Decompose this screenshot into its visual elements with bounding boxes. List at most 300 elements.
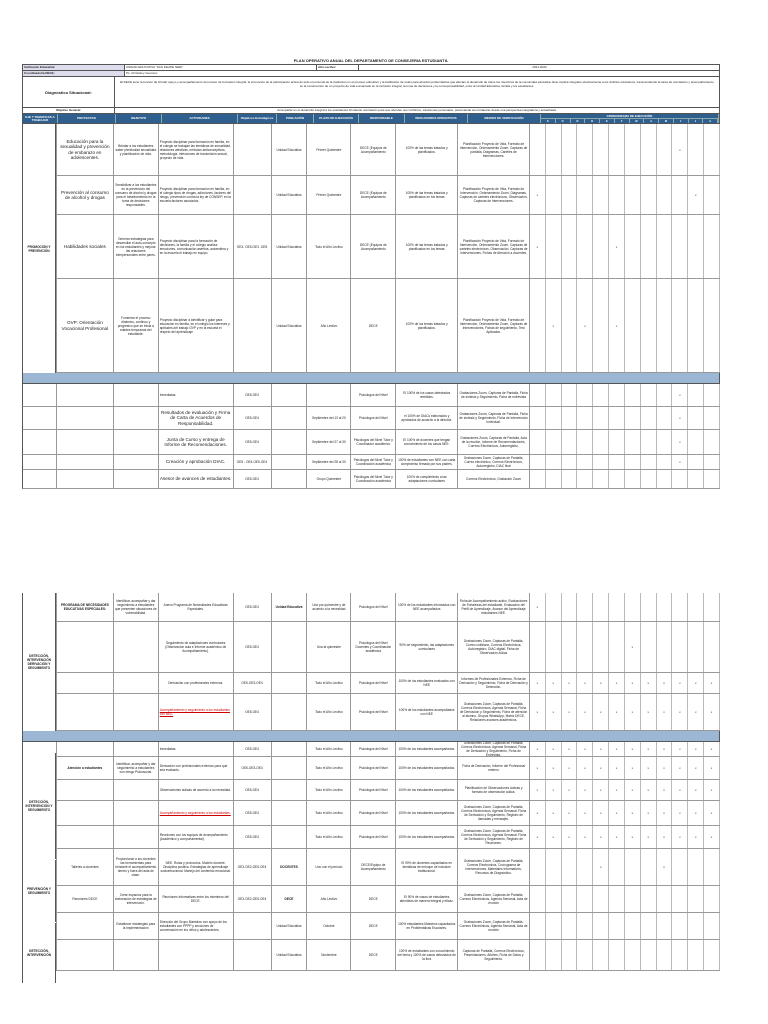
table-row: [22, 801, 720, 826]
schedule-cell: x: [609, 215, 625, 278]
schedule-cell: x: [530, 780, 546, 800]
schedule-cell: [530, 849, 546, 885]
verification-cell: Ficha de Derivación, Informe del Profesional externo: [458, 757, 530, 779]
schedule-cell: [704, 215, 720, 278]
schedule-cell: [672, 849, 688, 885]
schedule-cell: [546, 913, 562, 939]
schedule-cell: [546, 886, 562, 912]
table-row: [22, 455, 720, 470]
schedule-cells: [530, 886, 720, 912]
schedule-cell: [546, 593, 562, 621]
schedule-cell: [641, 430, 657, 454]
year-label: Año Lectivo:: [317, 65, 359, 70]
schedule-cell: [657, 913, 673, 939]
schedule-cell: x: [530, 694, 546, 730]
deadline-cell: Todo el Año Lectivo: [307, 673, 351, 693]
strategy-cell: OE5-OE3-OE4: [234, 673, 272, 693]
month-label: S: [541, 119, 556, 123]
schedule-cell: x: [641, 757, 657, 779]
schedule-cell: x: [546, 694, 562, 730]
strategy-cell: [234, 940, 272, 970]
coordinator-row: [22, 70, 720, 77]
deadline-cell: Todo el Año Lectivo: [307, 694, 351, 730]
schedule-cell: x: [672, 780, 688, 800]
schedule-cells: [530, 430, 720, 454]
table-row: [22, 430, 720, 455]
schedule-cell: [625, 215, 641, 278]
responsible-cell: Psicólogos del Nivel Tutor y Coordinación académica: [351, 470, 396, 488]
schedule-cell: x: [625, 780, 641, 800]
project-name: Prevención al consumo de alcohol y drogas: [57, 176, 114, 214]
schedule-cell: [641, 886, 657, 912]
objective-cell: [114, 455, 159, 469]
schedule-cell: x: [609, 279, 625, 372]
schedule-cell: x: [562, 742, 578, 756]
schedule-cell: x: [609, 801, 625, 825]
schedule-cell: [672, 215, 688, 278]
schedule-cell: [688, 470, 704, 488]
schedule-cell: x: [688, 694, 704, 730]
activity-cell: Proyecto disciplinar para formación en familia, en el colegio se trabajan las temáticas de sexualidad, relaciones afectivas, métodos anticonceptivos, metodología, infecciones de transmisión sexual, proyecto de vida.: [159, 124, 234, 175]
strategy-cell: OE5-OE4: [234, 622, 272, 672]
indicator-cell: El 90% de docentes capacitados en temáticas de enfoque de inclusión institucional.: [396, 849, 458, 885]
schedule-cell: [609, 886, 625, 912]
strategy-cell: OE5-OE4: [234, 694, 272, 730]
schedule-cell: x: [546, 673, 562, 693]
verification-cell: Planificación Proyecto de Vida, Formato de Intervención, Ordenamiento Zoom, Capturas de pantalla, Diagramas, Carteles de Intervenciones.: [458, 124, 530, 175]
schedule-cell: [546, 622, 562, 672]
schedule-cell: [577, 470, 593, 488]
strategy-cell: [234, 124, 272, 175]
schedule-cell: [577, 215, 593, 278]
population-cell: [272, 407, 308, 429]
responsible-cell: DECE (Equipos de Acompañamiento: [351, 176, 396, 214]
schedule-cells: [530, 470, 720, 488]
schedule-cells: [530, 940, 720, 970]
project-cell: [57, 384, 114, 406]
responsible-cell: Psicólogos del Nivel: [351, 694, 396, 730]
verification-cell: Planificación de Observaciones áulicas y formato de observación áulica.: [458, 780, 530, 800]
population-cell: Unidad Educativa: [272, 593, 308, 621]
strategy-cell: OE5 - OE4-OE5-OE4: [234, 455, 272, 469]
objective-cell: Fomentar el proceso dinámico, continuo y progresivo que se inicia a edades tempranas del estudiante.: [114, 279, 159, 372]
schedule-cell: [704, 430, 720, 454]
objective-cell: [114, 694, 159, 730]
activity-cell: [159, 940, 234, 970]
schedule-cell: [688, 384, 704, 406]
schedule-cell: x: [657, 849, 673, 885]
schedule-cell: [609, 913, 625, 939]
col-estrategicas: Objetivos Estratégicos: [238, 114, 277, 123]
schedule-cell: [641, 176, 657, 214]
indicator-cell: el 100% de DIACs elaborados y aprobados de acuerdo a la directriz.: [396, 407, 458, 429]
schedule-cell: x: [609, 757, 625, 779]
schedule-cell: [704, 622, 720, 672]
institution-label: Institución Educativa:: [23, 65, 125, 70]
schedule-cell: [625, 384, 641, 406]
activity-cell: Proyecto disciplinar a identificar y guiar para educación en familia, en el colegio los intereses y aptitudes del trabajo OVP y en la escuela el respeto del aprendizaje.: [159, 279, 234, 372]
month-label: D: [585, 119, 600, 123]
schedule-cell: x: [577, 780, 593, 800]
table-row: [22, 742, 720, 757]
schedule-cell: [562, 407, 578, 429]
objective-cell: Sensibilizar a los estudiantes en la prevención del consumo de alcohol y drogas para el fortalecimiento en la toma de decisiones responsables.: [114, 176, 159, 214]
section-band: [22, 373, 720, 384]
schedule-cell: x: [688, 757, 704, 779]
area-label: PROMOCIÓN Y PREVENCIÓN: [22, 124, 56, 373]
objective-cell: Identificar, acompañar y dar seguimiento a estudiantes que presenten situaciones de vulnerabilidad.: [114, 593, 159, 621]
schedule-cell: [641, 279, 657, 372]
schedule-cell: x: [609, 826, 625, 848]
indicator-cell: 100% de las temas tratados y planificados en los temas: [396, 215, 458, 278]
diagnostic-text: El DECE tiene la función de brindar apoyo y acompañamiento al proceso de formación integral, la promoción de la participación activa de todo el personal de la institución en el proceso educativo y la facilitación de redes para abordar problemáticas que afectan el desarrollo de todos los miembros de la comunidad educativa. Esto implica integrarlo efectivamente a los ámbitos educativos, transcendiendo la tarea de orientación y acompañamiento en la construcción de un proyecto de vida enmarcado en la inclusión integral, la toma de decisiones y la corresponsabilidad, entre la Unidad Educativa, familia y los estudiantes.: [120, 80, 714, 88]
schedule-cell: [562, 593, 578, 621]
deadline-cell: Año Lectivo: [307, 279, 351, 372]
schedule-cell: x: [641, 801, 657, 825]
col-plazo: PLAZO DE EJECUCIÓN: [314, 114, 359, 123]
schedule-cells: [530, 801, 720, 825]
indicator-cell: 100% de los estudiantes acompañados con NEE: [396, 694, 458, 730]
schedule-cell: x: [546, 757, 562, 779]
deadline-cell: Todo el Año Lectivo: [307, 215, 351, 278]
deadline-cell: Primer Quimestre: [307, 176, 351, 214]
project-name: [57, 801, 114, 825]
schedule-cell: x: [609, 780, 625, 800]
project-name: [57, 673, 114, 693]
responsible-cell: Psicólogos del Nivel: [351, 801, 396, 825]
project-name: PROGRAMA DE NECESIDADES EDUCATIVAS ESPECIALES:: [57, 593, 114, 621]
responsible-cell: DECE: [351, 886, 396, 912]
objective-cell: [114, 622, 159, 672]
schedule-cell: [593, 215, 609, 278]
schedule-cell: [641, 622, 657, 672]
schedule-cell: x: [688, 176, 704, 214]
activity-cell: Proyecto disciplinar para formación en familia, en el colegio tipos de drogas, adicciones, factores del riesgo, prevención contra la ley de CONSEP, en la escuela factores asociados.: [159, 176, 234, 214]
schedule-cell: x: [657, 742, 673, 756]
schedule-cell: [562, 279, 578, 372]
schedule-cell: x: [609, 742, 625, 756]
schedule-cells: [530, 849, 720, 885]
indicator-cell: 100% de estudiantes con NEE con carta compromiso firmada por sus padres.: [396, 455, 458, 469]
col-proyectos: PROYECTOS: [58, 114, 116, 123]
schedule-cell: [688, 593, 704, 621]
schedule-cells: [530, 694, 720, 730]
deadline-cell: Grupo Quimestre: [307, 470, 351, 488]
schedule-cells: [530, 407, 720, 429]
strategy-cell: [234, 279, 272, 372]
schedule-cell: x: [546, 742, 562, 756]
schedule-cell: [688, 455, 704, 469]
schedule-cell: [609, 384, 625, 406]
schedule-cell: [641, 593, 657, 621]
schedule-cell: x: [593, 757, 609, 779]
schedule-cell: x: [546, 780, 562, 800]
schedule-cell: [593, 913, 609, 939]
deadline-cell: Primer Quimestre: [307, 124, 351, 175]
schedule-cell: [704, 849, 720, 885]
eje-cell: [23, 470, 57, 488]
schedule-cell: [704, 940, 720, 970]
schedule-cell: x: [562, 801, 578, 825]
verification-cell: Capturas de Pantalla, Correos Electrónicos, Presentaciones, Afiches, Ficha de Datos y Seguimiento.: [458, 940, 530, 970]
schedule-cell: [546, 384, 562, 406]
activity-cell: Derivación con profesionales externos.: [159, 673, 234, 693]
responsible-cell: Psicólogos del Nivel: [351, 780, 396, 800]
schedule-cells: [530, 622, 720, 672]
schedule-cell: x: [625, 694, 641, 730]
responsible-cell: Psicólogos del Nivel: [351, 826, 396, 848]
schedule-cell: [704, 593, 720, 621]
population-cell: Unidad Educativa: [272, 913, 308, 939]
project-name: [57, 940, 114, 970]
indicator-cell: 100% de los estudiantes acompañados.: [396, 780, 458, 800]
activity-cell: Asesor de avances de estudiantes.: [159, 470, 234, 488]
eje-cell: [23, 455, 57, 469]
strategy-cell: OE5-OE4: [234, 826, 272, 848]
schedule-cell: [657, 455, 673, 469]
schedule-cell: x: [530, 826, 546, 848]
schedule-cell: x: [704, 757, 720, 779]
schedule-cell: [625, 593, 641, 621]
indicator-cell: 90% de seguimiento, las adaptaciones curriculares: [396, 622, 458, 672]
table-row: [22, 757, 720, 780]
table-row: [22, 470, 720, 489]
schedule-cell: [577, 430, 593, 454]
schedule-cells: [530, 279, 720, 372]
indicator-cell: 100% de las temas tratados y planificados en los temas: [396, 176, 458, 214]
schedule-cell: [609, 849, 625, 885]
schedule-cell: [562, 215, 578, 278]
responsible-cell: Psicólogos del Nivel Tutor y Coordinación académica: [351, 455, 396, 469]
population-cell: Unidad Educativa: [272, 215, 308, 278]
activity-cell: Anexo Programa de Necesidades Educativas Especiales.: [159, 593, 234, 621]
schedule-cell: [688, 913, 704, 939]
schedule-cell: x: [530, 215, 546, 278]
deadline-cell: Año Lectivo: [307, 886, 351, 912]
schedule-cell: x: [672, 694, 688, 730]
schedule-cell: x: [609, 694, 625, 730]
schedule-cell: x: [562, 826, 578, 848]
schedule-cell: [530, 470, 546, 488]
schedule-cell: [546, 124, 562, 175]
activity-cell: Reuniones con los equipos de acompañamiento (Académico y comportamental).: [159, 826, 234, 848]
project-cell: [57, 470, 114, 488]
eje-cell: [23, 430, 57, 454]
responsible-cell: Psicólogos del Nivel: [351, 407, 396, 429]
activity-cell: Creación y aprobación DIAC.: [159, 455, 234, 469]
responsible-cell: Psicólogos del Nivel: [351, 757, 396, 779]
schedule-cell: x: [657, 801, 673, 825]
schedule-cell: [641, 470, 657, 488]
schedule-cell: [641, 940, 657, 970]
schedule-cell: [593, 455, 609, 469]
schedule-cell: [593, 407, 609, 429]
strategy-cell: OE3-OE2-OE5-OE4: [234, 849, 272, 885]
schedule-cell: [704, 176, 720, 214]
activity-cell: Observaciones áulicas de acuerdo a la necesidad.: [159, 780, 234, 800]
schedule-cells: [530, 742, 720, 756]
verification-cell: Informes de Profesionales Externos, Ficha de Derivación y Seguimiento, Ficha de Derivación y Detención.: [458, 673, 530, 693]
schedule-cell: x: [593, 780, 609, 800]
strategy-cell: OE3- OE5-OE3 -OE5: [234, 215, 272, 278]
schedule-cell: x: [704, 694, 720, 730]
responsible-cell: Psicólogos del Nivel: [351, 742, 396, 756]
schedule-cell: [657, 886, 673, 912]
area-label: DETECCIÓN, INTERVENCIÓN DERIVACIÓN Y SEGUIMIENTO: [22, 593, 56, 731]
schedule-cell: [593, 886, 609, 912]
schedule-cell: x: [577, 826, 593, 848]
strategy-cell: OE5-OE4: [234, 780, 272, 800]
schedule-cell: [530, 384, 546, 406]
schedule-cell: x: [530, 757, 546, 779]
schedule-cell: [657, 124, 673, 175]
deadline-cell: Septiembre del 28 al 30: [307, 455, 351, 469]
schedule-cell: x: [530, 673, 546, 693]
schedule-cell: [562, 176, 578, 214]
activity-cell: Proyecto disciplinar para la formación de decisiones, la familia y el colegio analiza: emociones, comunicación asertiva, autoestima y en la escuela el trabajo en equipo.: [159, 215, 234, 278]
responsible-cell: DECE (Equipos de Acompañamiento: [351, 124, 396, 175]
schedule-cell: [641, 849, 657, 885]
schedule-cells: [530, 913, 720, 939]
schedule-cell: x: [672, 826, 688, 848]
schedule-cell: [672, 622, 688, 672]
schedule-cell: [672, 913, 688, 939]
indicator-cell: 100% de los estudiantes acompañados.: [396, 757, 458, 779]
schedule-cell: x: [609, 673, 625, 693]
schedule-cell: [577, 622, 593, 672]
schedule-cell: [562, 430, 578, 454]
schedule-cell: [546, 455, 562, 469]
verification-cell: Grabaciones Zoom, Capturas de Pantalla, Acta de la reunión, Informe de Recomendaciones, Correos Electrónicos, Autorregistro.: [458, 430, 530, 454]
project-cell: [57, 407, 114, 429]
verification-cell: Grabaciones Zoom, Capturas de Pantalla, Correos Electrónicos, Agenda Semanal, Ficha de Derivación y Seguimiento, Registro de Reuniones.: [458, 826, 530, 848]
schedule-cell: [704, 886, 720, 912]
schedule-cell: [657, 593, 673, 621]
schedule-cell: x: [562, 780, 578, 800]
project-name: Educación para la sexualidad y prevención de embarazo en adolescentes.: [57, 124, 114, 175]
schedule-cell: [625, 886, 641, 912]
schedule-cell: x: [657, 780, 673, 800]
schedule-cell: x: [672, 124, 688, 175]
objective-text: Acompañar en el desarrollo integral a los estudiantes brindando orientación para que aborden sus conflictos, situaciones personales, potenciando sus fortalezas desde una perspectiva integradora y actualizada.: [277, 108, 557, 112]
activity-cell: Acompañamiento y seguimiento a los estudiantes con NEE.: [159, 694, 234, 730]
indicator-cell: 100% de los estudiantes acompañados.: [396, 801, 458, 825]
verification-cell: Grabaciones Zoom, Capturas de Pantalla, Correos Electrónicos, Agenda Semanal, Ficha de Derivación y Seguimiento, Ficha de atención al alumno, Grupos WhatsApp, Matriz DECE, Relaciones avances académicos.: [458, 694, 530, 730]
activity-cell: Dirección del Grupo Maestros con apoyo de los estudiantes con PPPP y secciones de conversación en los niños y adolescentes.: [159, 913, 234, 939]
schedule-cell: x: [593, 849, 609, 885]
deadline-cell: Uno con el período: [307, 849, 351, 885]
schedule-cell: x: [704, 801, 720, 825]
indicator-cell: 100% de los estudiantes informados con NEE acompañados: [396, 593, 458, 621]
indicator-cell: 100% de los estudiantes acompañados.: [396, 826, 458, 848]
schedule-cell: x: [625, 673, 641, 693]
schedule-cell: x: [672, 742, 688, 756]
table-row: [22, 384, 720, 407]
schedule-cell: x: [530, 176, 546, 214]
project-name: Talleres a docentes: [57, 849, 114, 885]
indicator-cell: El 100% de docentes que tengan conocimiento de los casos NEE.: [396, 430, 458, 454]
schedule-cell: [704, 913, 720, 939]
indicator-cell: 100% de los estudiantes acompañados.: [396, 742, 458, 756]
population-cell: Unidad Educativa: [272, 940, 308, 970]
population-cell: DECE: [272, 886, 308, 912]
responsible-cell: Psicólogos del Nivel: [351, 384, 396, 406]
schedule-cell: [641, 455, 657, 469]
schedule-cell: [641, 407, 657, 429]
schedule-cell: x: [641, 826, 657, 848]
schedule-cell: x: [593, 742, 609, 756]
schedule-cell: [593, 279, 609, 372]
schedule-cell: [704, 407, 720, 429]
schedule-cell: [593, 470, 609, 488]
page2-grid: [22, 593, 720, 971]
schedule-cell: [688, 849, 704, 885]
responsible-cell: DECE/Equipo de Acompañamiento: [351, 849, 396, 885]
schedule-cell: [672, 593, 688, 621]
schedule-cell: [625, 913, 641, 939]
deadline-cell: Todo el Año Lectivo: [307, 801, 351, 825]
schedule-cell: x: [577, 673, 593, 693]
diagnostic-label: Diagnóstico Situacional:: [23, 77, 115, 107]
month-label: F: [615, 119, 630, 123]
schedule-cell: [657, 430, 673, 454]
schedule-cells: [530, 826, 720, 848]
verification-cell: Grabaciones Zoom, Capturas de Pantalla, Correo cotidiano, Correos Electrónicos, Autorregistro, DIAC digital, Ficha de Observación Aúlica: [458, 622, 530, 672]
month-label: N: [571, 119, 586, 123]
project-name: [57, 742, 114, 756]
month-label: E: [600, 119, 615, 123]
schedule-cell: x: [641, 694, 657, 730]
schedule-cell: x: [530, 801, 546, 825]
schedule-cell: [546, 407, 562, 429]
deadline-cell: Noviembre: [307, 940, 351, 970]
schedule-cell: x: [577, 801, 593, 825]
area-label: DETECCIÓN, INTERVENCIÓN: [22, 923, 56, 983]
table-row: [22, 913, 720, 940]
schedule-cell: [530, 940, 546, 970]
objective-cell: [114, 940, 159, 970]
responsible-cell: DECE (Equipos de Acompañamiento: [351, 215, 396, 278]
schedule-cell: [530, 407, 546, 429]
schedule-cell: [704, 384, 720, 406]
objective-cell: Crear espacios para la elaboración de estrategias de intervención.: [114, 886, 159, 912]
schedule-cell: x: [546, 801, 562, 825]
schedule-cell: [562, 913, 578, 939]
indicator-cell: El 100% de los casos detectados remitidos.: [396, 384, 458, 406]
population-cell: [272, 622, 308, 672]
project-name: Atención a estudiantes: [57, 757, 114, 779]
schedule-cell: x: [546, 826, 562, 848]
schedule-cell: x: [625, 622, 641, 672]
objective-cell: [114, 430, 159, 454]
objective-cell: [114, 780, 159, 800]
objective-label: Objetivo General:: [23, 108, 115, 113]
indicator-cell: 100% de cumplimiento a las adaptaciones curriculares: [396, 470, 458, 488]
strategy-cell: OE3-OE2-OE5-OE4: [234, 886, 272, 912]
population-cell: [272, 430, 308, 454]
schedule-cell: [672, 470, 688, 488]
schedule-cell: x: [593, 694, 609, 730]
page1-grid: [22, 124, 720, 489]
schedule-cell: [530, 913, 546, 939]
verification-cell: Planificación Proyecto de Vida, Formato de Intervención, Ordenamiento Zoom, Diagramas, Capturas de carteles electrónicos, Observación, Capturas de Intervenciones.: [458, 176, 530, 214]
cronograma-title: CRONOGRAMA DE EJECUCIÓN: [541, 114, 718, 119]
eje-cell: [23, 384, 57, 406]
schedule-cell: [577, 384, 593, 406]
schedule-cell: x: [657, 673, 673, 693]
schedule-cell: [657, 940, 673, 970]
table-row: [22, 215, 720, 279]
